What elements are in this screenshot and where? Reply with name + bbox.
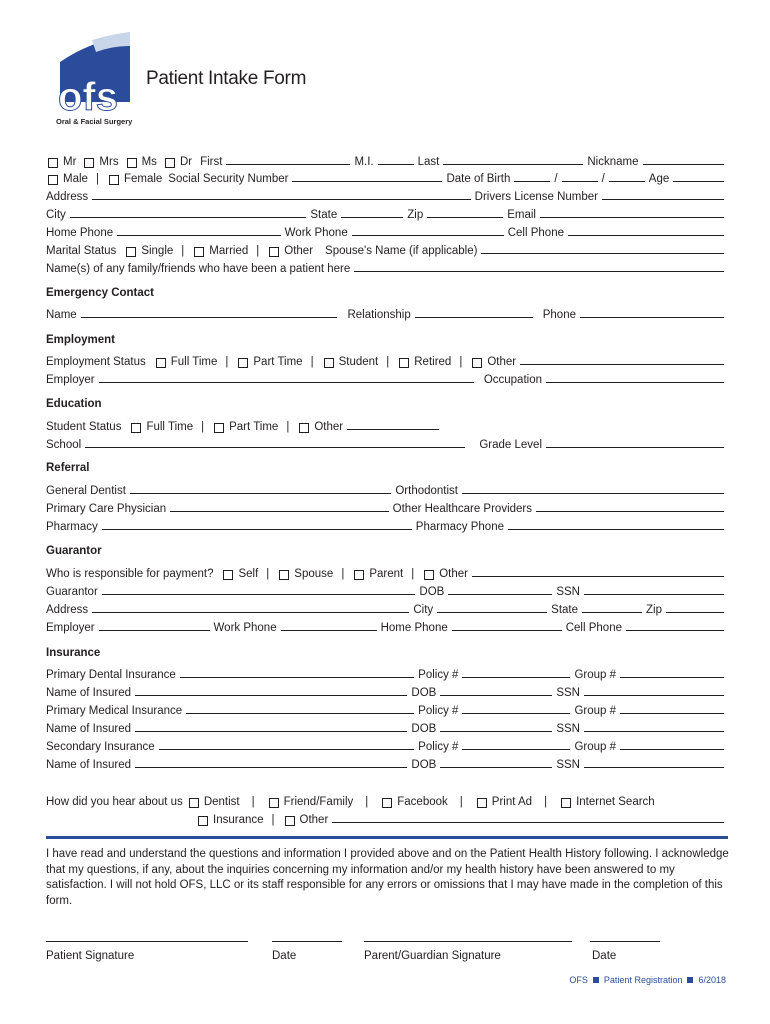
insured1-ssn-field[interactable] — [584, 695, 724, 696]
insured2-ssn-field[interactable] — [584, 731, 724, 732]
hear-other-checkbox[interactable] — [285, 816, 295, 826]
guarantor-employer-row: Employer Work Phone Home Phone Cell Phone — [46, 616, 728, 634]
hear-insurance-checkbox[interactable] — [198, 816, 208, 826]
hear-print-checkbox[interactable] — [477, 798, 487, 808]
guarantor-zip-field[interactable] — [666, 612, 724, 613]
edu-full-checkbox[interactable] — [131, 423, 141, 433]
last-name-field[interactable] — [443, 164, 583, 165]
emergency-name-field[interactable] — [81, 317, 338, 318]
primary-medical-field[interactable] — [186, 713, 414, 714]
emp-full-checkbox[interactable] — [156, 358, 166, 368]
employer-row: Employer Occupation — [46, 368, 728, 386]
medical-group-field[interactable] — [620, 713, 724, 714]
zip-field[interactable] — [427, 217, 503, 218]
school-field[interactable] — [85, 447, 465, 448]
dental-group-field[interactable] — [620, 677, 724, 678]
emergency-row: Name Relationship Phone — [46, 303, 728, 321]
emergency-phone-field[interactable] — [580, 317, 724, 318]
insured3-row: Name of Insured DOB SSN — [46, 753, 728, 771]
guardian-signature-label: Parent/Guardian Signature — [364, 950, 501, 962]
footer-date: 6/2018 — [698, 975, 726, 985]
logo-wordmark: ofs — [58, 75, 118, 119]
logo-subtext: Oral & Facial Surgery — [56, 117, 133, 126]
guarantor-work-phone-field[interactable] — [281, 630, 377, 631]
state-field[interactable] — [341, 217, 403, 218]
guarantor-other-checkbox[interactable] — [424, 570, 434, 580]
hear-friend-checkbox[interactable] — [269, 798, 279, 808]
employer-field[interactable] — [99, 382, 474, 383]
pcp-field[interactable] — [170, 511, 389, 512]
pharmacy-phone-field[interactable] — [508, 529, 724, 530]
first-name-field[interactable] — [226, 164, 350, 165]
guarantor-other-field[interactable] — [472, 576, 724, 577]
spouse-field[interactable] — [481, 253, 724, 254]
medical-policy-field[interactable] — [462, 713, 570, 714]
dentist-field[interactable] — [130, 493, 391, 494]
hear-internet-checkbox[interactable] — [561, 798, 571, 808]
guarantor-address-field[interactable] — [92, 612, 409, 613]
dob-day-field[interactable] — [562, 181, 598, 182]
dental-policy-field[interactable] — [462, 677, 570, 678]
form-title: Patient Intake Form — [146, 68, 307, 89]
footer-org: OFS — [569, 975, 588, 985]
parent-checkbox[interactable] — [354, 570, 364, 580]
dob-year-field[interactable] — [609, 181, 645, 182]
footer-doc: Patient Registration — [603, 975, 683, 985]
employment-heading: Employment — [46, 334, 116, 346]
date1-label: Date — [272, 950, 297, 962]
insurance-heading: Insurance — [46, 647, 101, 659]
education-heading: Education — [46, 398, 102, 410]
gender-row: Male | Female Social Security Number Date of Birth / / Age — [46, 167, 728, 185]
guarantor-home-phone-field[interactable] — [452, 630, 562, 631]
square-bullet-icon — [687, 977, 693, 983]
guarantor-row: Guarantor DOB SSN — [46, 580, 728, 598]
dentist-row: General Dentist Orthodontist — [46, 479, 728, 497]
pcp-row: Primary Care Physician Other Healthcare Providers — [46, 497, 728, 515]
family-field[interactable] — [354, 271, 724, 272]
insured3-field[interactable] — [135, 767, 407, 768]
employment-status-row: Employment Status Full Time | Part Time | Student | Retired | Other — [46, 350, 728, 368]
payment-row: Who is responsible for payment? Self | Spouse | Parent | Other — [46, 562, 728, 580]
insured2-row: Name of Insured DOB SSN — [46, 717, 728, 735]
edu-other-field[interactable] — [347, 429, 439, 430]
hear-dentist-checkbox[interactable] — [189, 798, 199, 808]
cell-phone-field[interactable] — [568, 235, 724, 236]
footer — [569, 975, 726, 985]
city-row: City State Zip Email — [46, 203, 728, 221]
guarantor-heading: Guarantor — [46, 545, 102, 557]
school-row: School Grade Level — [46, 433, 728, 451]
name-row: Mr Mrs Ms Dr First M.I. Last Nickname — [46, 150, 728, 168]
secondary-group-field[interactable] — [620, 749, 724, 750]
marital-other-checkbox[interactable] — [269, 247, 279, 257]
work-phone-field[interactable] — [352, 235, 504, 236]
insured1-dob-field[interactable] — [440, 695, 552, 696]
occupation-field[interactable] — [546, 382, 724, 383]
mi-field[interactable] — [378, 164, 414, 165]
edu-other-checkbox[interactable] — [299, 423, 309, 433]
guarantor-name-field[interactable] — [102, 594, 416, 595]
insured2-field[interactable] — [135, 731, 407, 732]
guarantor-employer-field[interactable] — [99, 630, 210, 631]
insured1-row: Name of Insured DOB SSN — [46, 681, 728, 699]
square-bullet-icon — [593, 977, 599, 983]
city-field[interactable] — [70, 217, 307, 218]
hear-facebook-checkbox[interactable] — [382, 798, 392, 808]
pharmacy-field[interactable] — [102, 529, 412, 530]
guarantor-state-field[interactable] — [582, 612, 642, 613]
guarantor-address-row: Address City State Zip — [46, 598, 728, 616]
date1-line[interactable] — [272, 941, 342, 942]
divider-rule — [46, 836, 728, 839]
edu-part-checkbox[interactable] — [214, 423, 224, 433]
guarantor-city-field[interactable] — [437, 612, 547, 613]
ofs-logo — [52, 32, 136, 128]
insured3-dob-field[interactable] — [440, 767, 552, 768]
female-checkbox[interactable] — [109, 175, 119, 185]
pharmacy-row: Pharmacy Pharmacy Phone — [46, 515, 728, 533]
male-checkbox[interactable] — [48, 175, 58, 185]
guarantor-dob-field[interactable] — [448, 594, 552, 595]
hear-row-2: Insurance | Other — [196, 808, 728, 826]
patient-signature-label: Patient Signature — [46, 950, 135, 962]
dob-month-field[interactable] — [514, 181, 550, 182]
guarantor-cell-phone-field[interactable] — [626, 630, 724, 631]
insured3-ssn-field[interactable] — [584, 767, 724, 768]
grade-field[interactable] — [546, 447, 724, 448]
insured1-field[interactable] — [135, 695, 407, 696]
patient-signature-line[interactable] — [46, 941, 248, 942]
orthodontist-field[interactable] — [462, 493, 724, 494]
primary-dental-field[interactable] — [180, 677, 414, 678]
secondary-policy-field[interactable] — [462, 749, 570, 750]
primary-medical-row: Primary Medical Insurance Policy # Group # — [46, 699, 728, 717]
secondary-field[interactable] — [159, 749, 414, 750]
nickname-field[interactable] — [643, 164, 725, 165]
hear-other-field[interactable] — [332, 822, 724, 823]
date2-line[interactable] — [590, 941, 660, 942]
single-checkbox[interactable] — [126, 247, 136, 257]
emp-retired-checkbox[interactable] — [399, 358, 409, 368]
license-field[interactable] — [602, 199, 724, 200]
emp-other-field[interactable] — [520, 364, 724, 365]
family-row: Name(s) of any family/friends who have been a patient here — [46, 257, 728, 275]
email-field[interactable] — [540, 217, 724, 218]
home-phone-field[interactable] — [117, 235, 281, 236]
insured2-dob-field[interactable] — [440, 731, 552, 732]
secondary-row: Secondary Insurance Policy # Group # — [46, 735, 728, 753]
phone-row: Home Phone Work Phone Cell Phone — [46, 221, 728, 239]
address-field[interactable] — [92, 199, 470, 200]
ssn-field[interactable] — [292, 181, 442, 182]
married-checkbox[interactable] — [194, 247, 204, 257]
address-row: Address Drivers License Number — [46, 185, 728, 203]
referral-heading: Referral — [46, 462, 90, 474]
guarantor-ssn-field[interactable] — [584, 594, 724, 595]
self-checkbox[interactable] — [223, 570, 233, 580]
guardian-signature-line[interactable] — [364, 941, 572, 942]
student-status-row: Student Status Full Time | Part Time | Other — [46, 415, 728, 433]
marital-row: Marital Status Single | Married | Other Spouse's Name (if applicable) — [46, 239, 728, 257]
primary-dental-row: Primary Dental Insurance Policy # Group # — [46, 663, 728, 681]
age-field[interactable] — [673, 181, 724, 182]
emp-student-checkbox[interactable] — [324, 358, 334, 368]
consent-statement: I have read and understand the questions and information I provided above and on the Patient Health History following. I acknowledge that my questions, if any, about the inquiries concerning my information and/or my health history have been answered to my satisfaction. I will not hold OFS, LLC or its staff responsible for any errors or omissions that I may have made in the completion of this form. — [46, 848, 729, 907]
other-hc-field[interactable] — [536, 511, 724, 512]
emp-part-checkbox[interactable] — [238, 358, 248, 368]
emp-other-checkbox[interactable] — [472, 358, 482, 368]
spouse-checkbox[interactable] — [279, 570, 289, 580]
emergency-relationship-field[interactable] — [415, 317, 533, 318]
emergency-heading: Emergency Contact — [46, 287, 155, 299]
date2-label: Date — [592, 950, 617, 962]
hear-row-1: How did you hear about us Dentist | Friend/Family | Facebook | Print Ad | Internet Search — [46, 796, 655, 808]
